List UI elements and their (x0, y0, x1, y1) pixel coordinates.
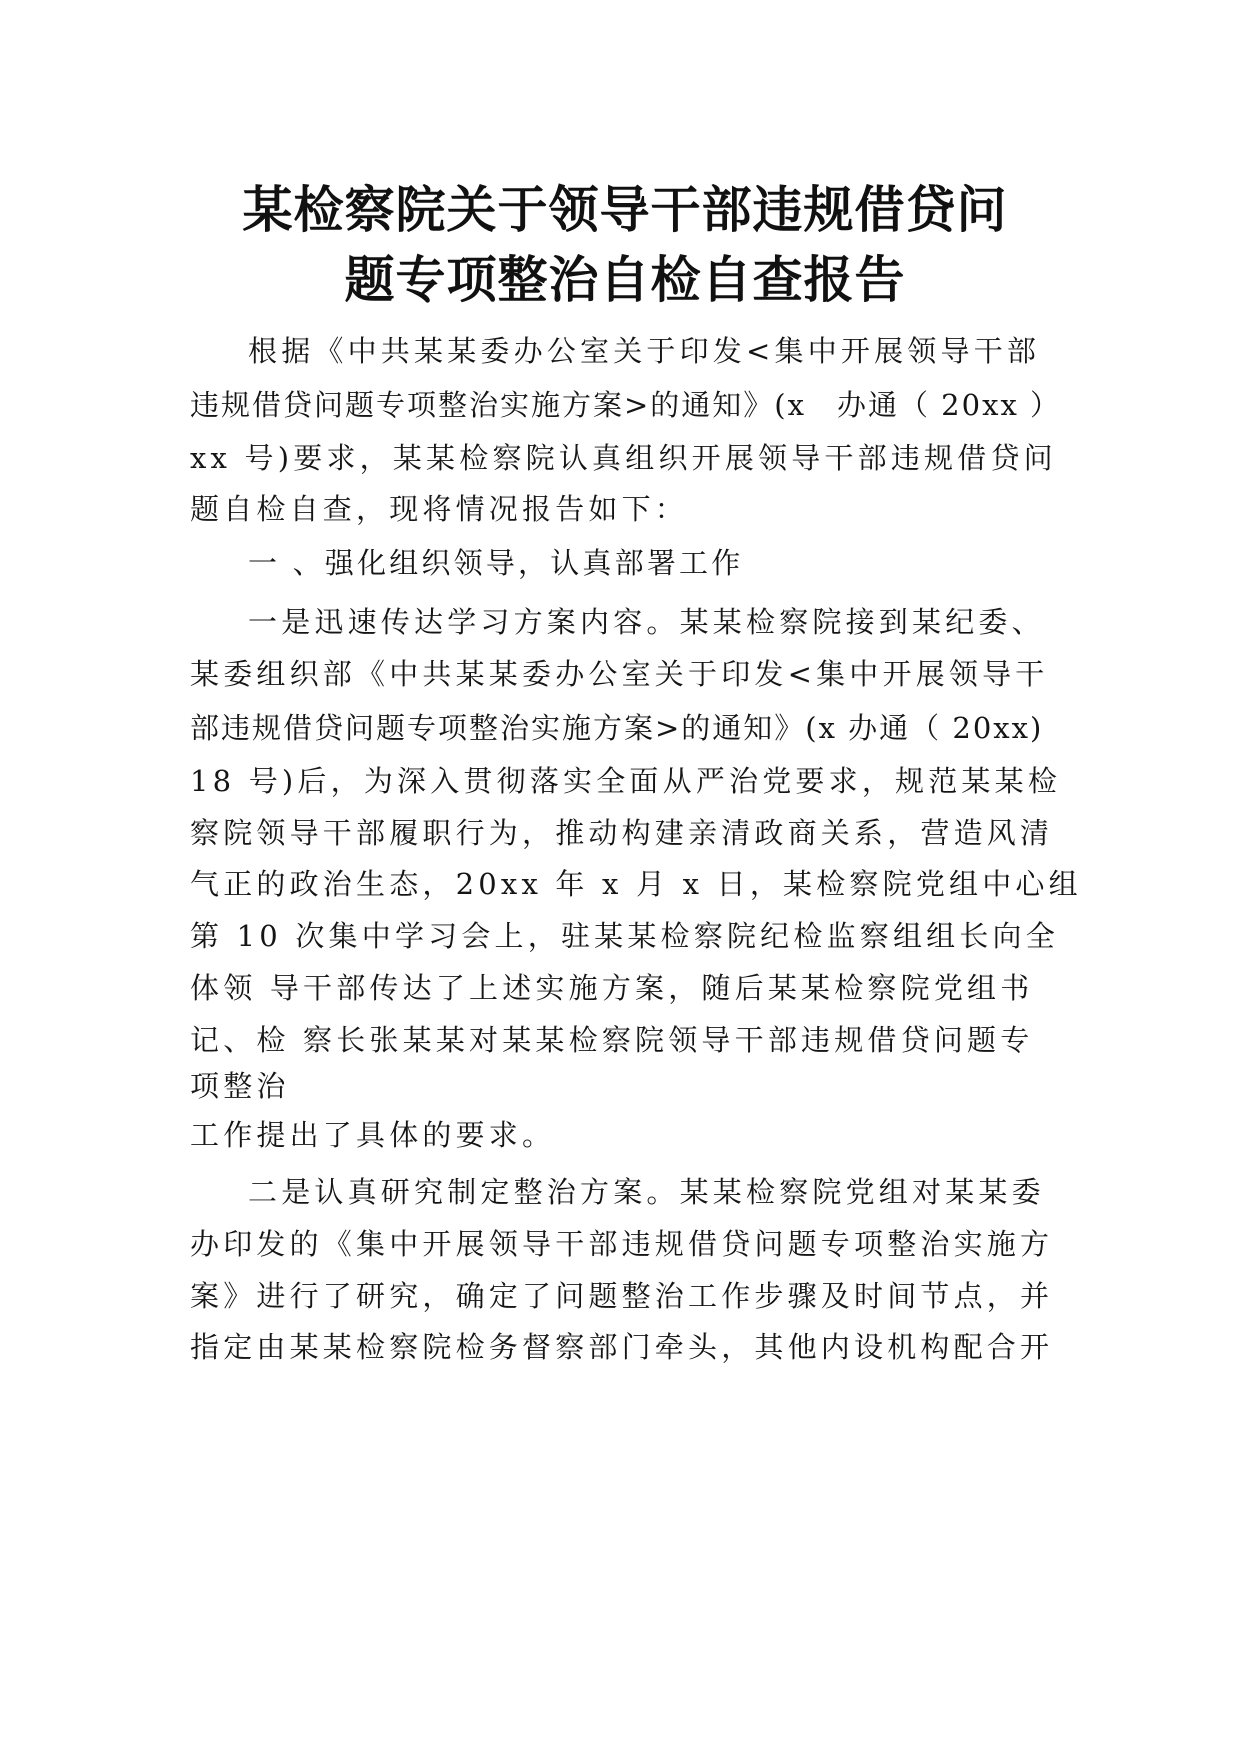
body-text-line: 气正的政治生态，20xx 年 x 月 x 日，某检察院党组中心组 (190, 867, 1082, 901)
body-text-line: 第 10 次集中学习会上，驻某某检察院纪检监察组组长向全 (190, 919, 1059, 953)
body-text-line: 二是认真研究制定整治方案。某某检察院党组对某某委 (248, 1175, 1045, 1209)
section-heading: 一 、强化组织领导，认真部署工作 (248, 546, 744, 580)
body-text-line: 察院领导干部履职行为，推动构建亲清政商关系，营造风清 (190, 816, 1054, 850)
body-text-line: 部违规借贷问题专项整治实施方案>的通知》(x 办通（ 20xx) (190, 711, 1044, 745)
document-title-line-2: 题专项整治自检自查报告 (344, 251, 906, 309)
body-text-line: 18 号)后，为深入贯彻落实全面从严治党要求，规范某某检 (190, 764, 1062, 798)
body-text-line: 工作提出了具体的要求。 (190, 1118, 556, 1152)
body-text-line: 一是迅速传达学习方案内容。某某检察院接到某纪委、 (248, 605, 1045, 639)
body-text-line: 某委组织部《中共某某委办公室关于印发<集中开展领导干 (190, 657, 1049, 691)
body-text-line: 指定由某某检察院检务督察部门牵头，其他内设机构配合开 (190, 1330, 1054, 1364)
document-title-line-1: 某检察院关于领导干部违规借贷问 (242, 181, 1008, 239)
body-text-line: xx 号)要求，某某检察院认真组织开展领导干部违规借贷问 (190, 441, 1057, 475)
body-text-line: 项整治 (190, 1069, 290, 1103)
body-text-line: 根据《中共某某委办公室关于印发<集中开展领导干部 (248, 334, 1041, 368)
body-text-line: 体领 导干部传达了上述实施方案，随后某某检察院党组书 (190, 971, 1034, 1005)
body-text-line: 题自检自查，现将情况报告如下： (190, 492, 689, 526)
body-text-line: 违规借贷问题专项整治实施方案>的通知》(x 办通（ 20xx ） (190, 388, 1062, 422)
body-text-line: 案》进行了研究，确定了问题整治工作步骤及时间节点，并 (190, 1279, 1054, 1313)
body-text-line: 办印发的《集中开展领导干部违规借贷问题专项整治实施方 (190, 1227, 1054, 1261)
body-text-line: 记、检 察长张某某对某某检察院领导干部违规借贷问题专 (190, 1023, 1034, 1057)
